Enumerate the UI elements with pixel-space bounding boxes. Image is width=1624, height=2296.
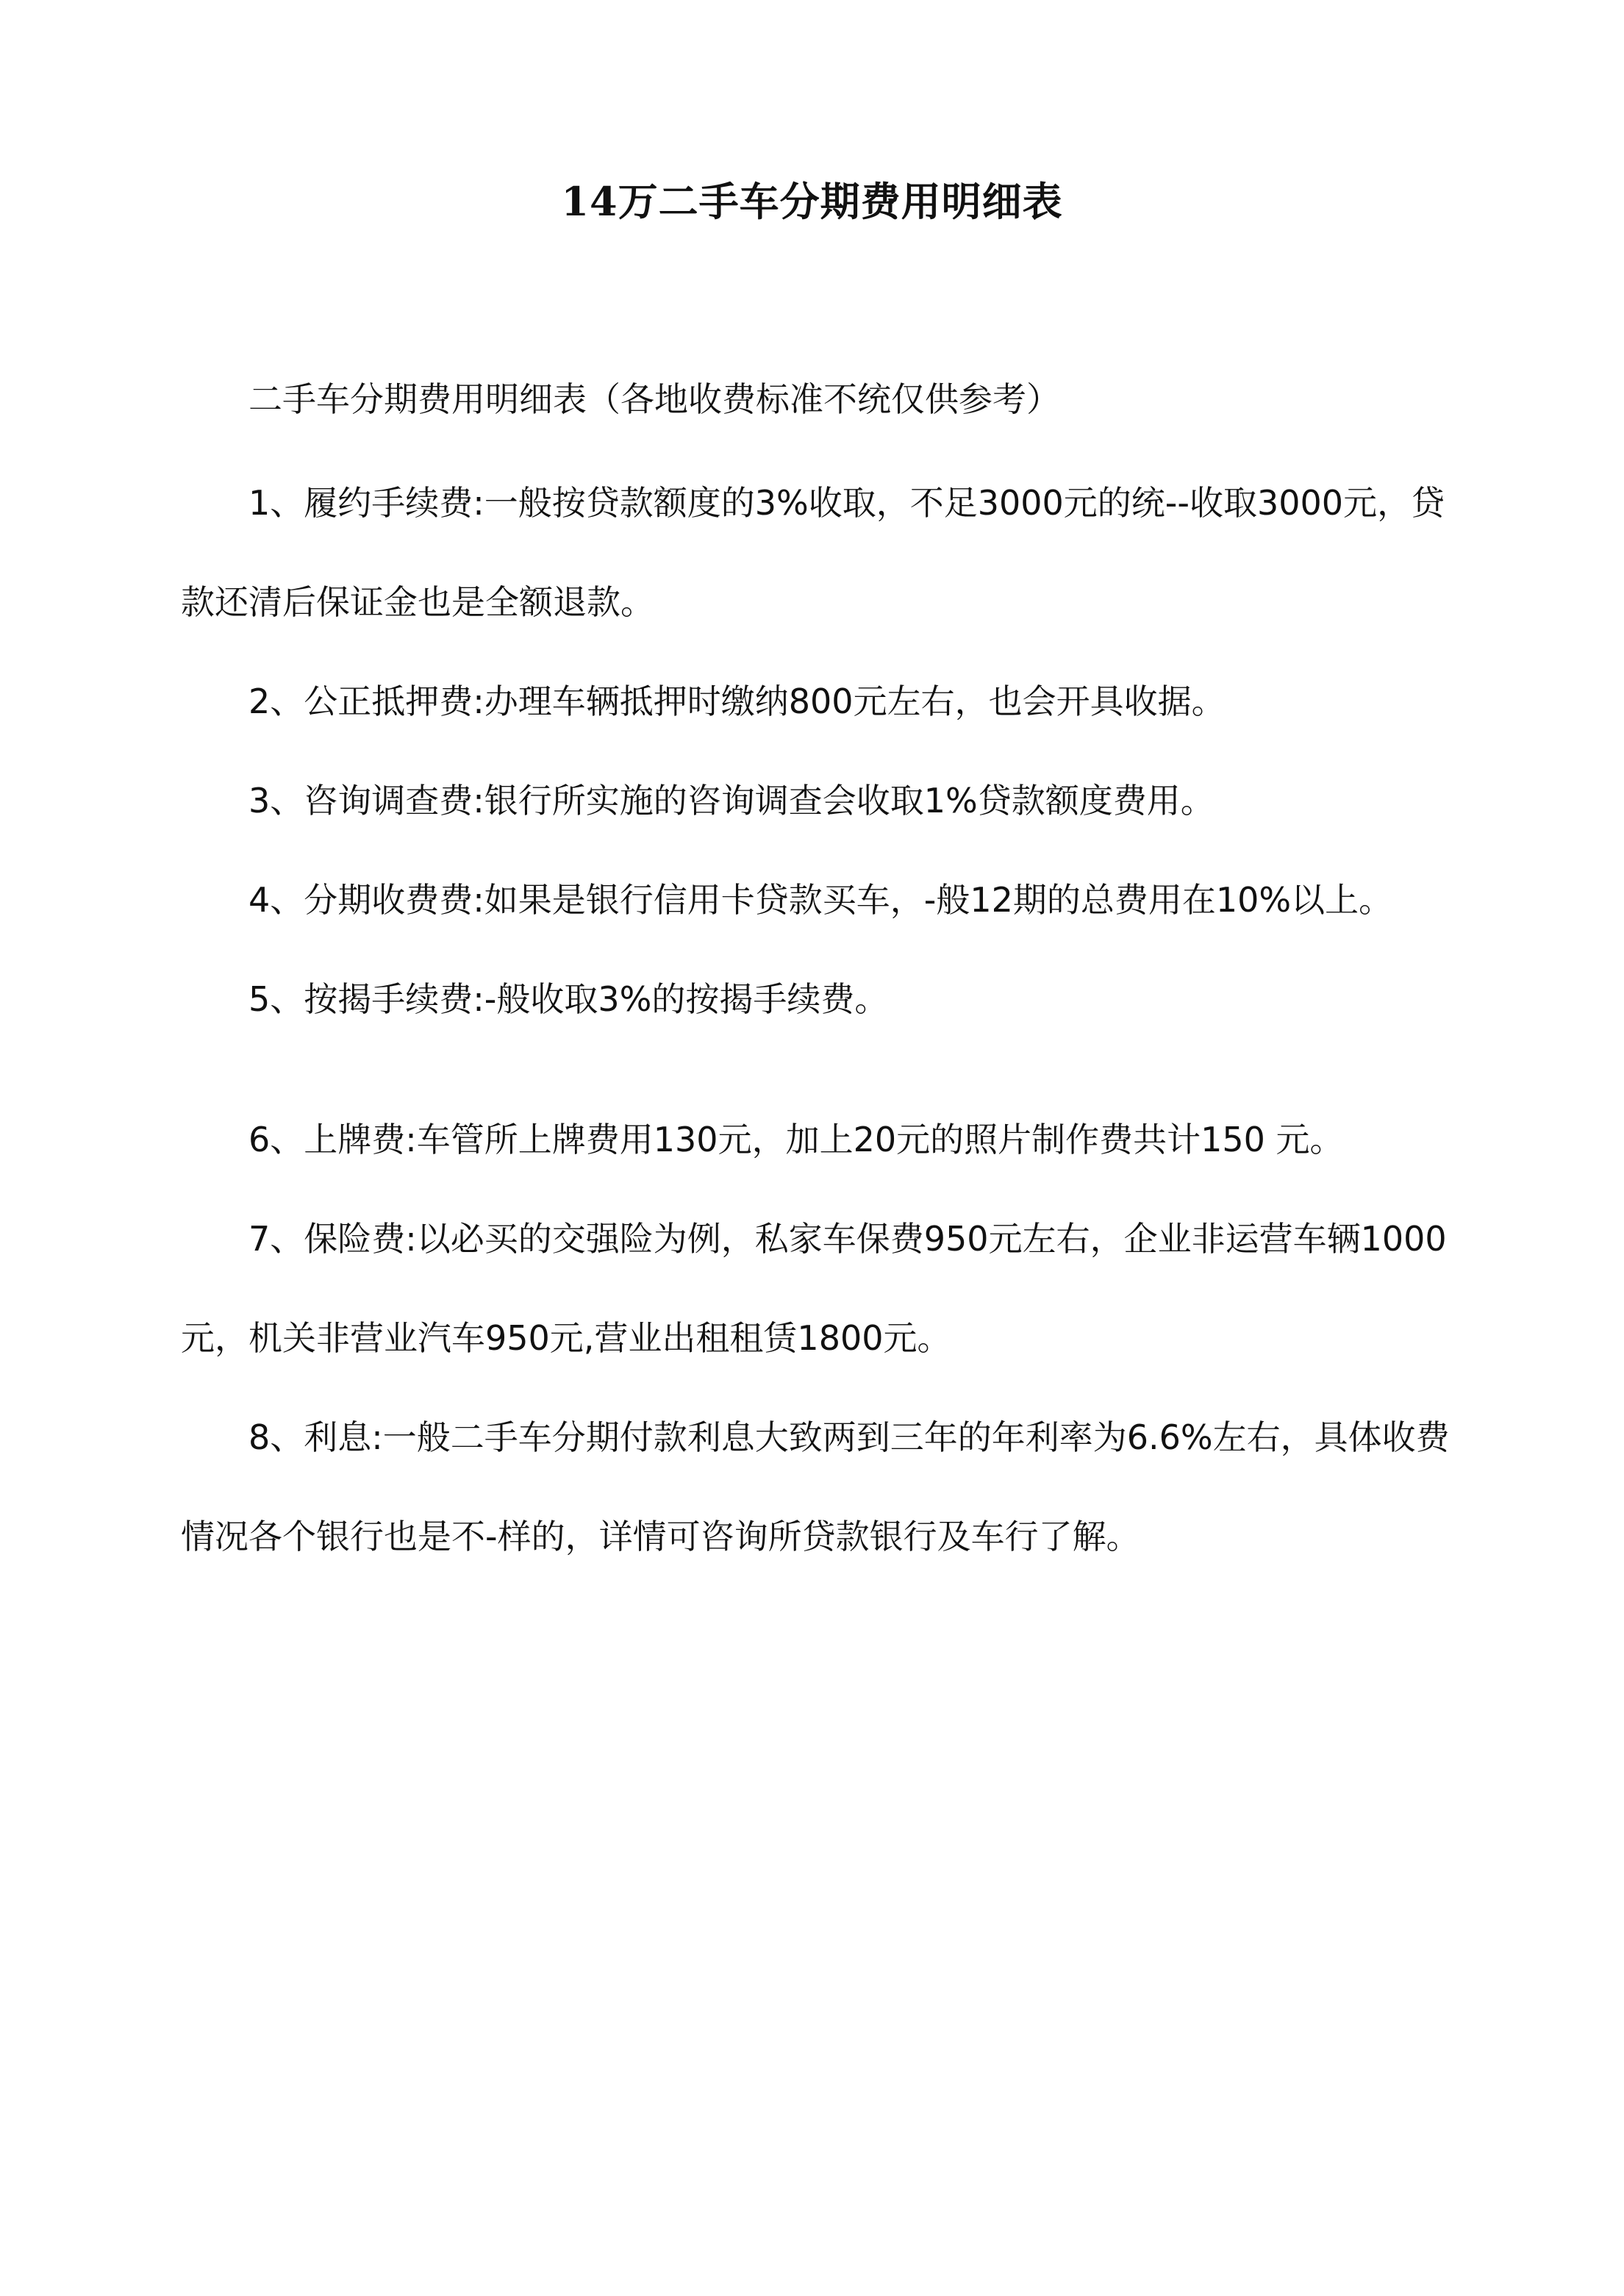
- intro-paragraph: 二手车分期费用明细表（各地收费标准不统仅供参考）: [248, 379, 1060, 419]
- document-body: [181, 350, 1460, 1587]
- page-title: 14万二手车分期费用明细表: [561, 178, 1063, 225]
- fee-item-performance: 1、履约手续费:一般按贷款额度的3%收取，不足3000元的统--收取3000元，贷款还清后保证金也是全额退款。: [181, 483, 1445, 622]
- fee-item-notary-mortgage: 2、公正抵押费:办理车辆抵押时缴纳800元左右，也会开具收据。: [248, 682, 1226, 721]
- fee-item-interest: 8、利息:一般二手车分期付款利息大致两到三年的年利率为6.6%左右，具体收费情况各个银行也是不-样的，详情可咨询所贷款银行及车行了解。: [181, 1417, 1450, 1556]
- fee-item-license-plate: 6、上牌费:车管所上牌费用130元，加上20元的照片制作费共计150 元。: [248, 1120, 1344, 1159]
- fee-item-insurance: 7、保险费:以必买的交强险为例，私家车保费950元左右，企业非运营车辆1000元，机关非营业汽车950元,营业出租租赁1800元。: [181, 1219, 1447, 1358]
- fee-item-mortgage-handling: 5、按揭手续费:-般收取3%的按揭手续费。: [248, 979, 889, 1019]
- fee-item-installment: 4、分期收费费:如果是银行信用卡贷款买车，-般12期的总费用在10%以上。: [248, 880, 1393, 920]
- fee-item-consulting-survey: 3、咨询调查费:银行所实施的咨询调查会收取1%贷款额度费用。: [248, 781, 1215, 820]
